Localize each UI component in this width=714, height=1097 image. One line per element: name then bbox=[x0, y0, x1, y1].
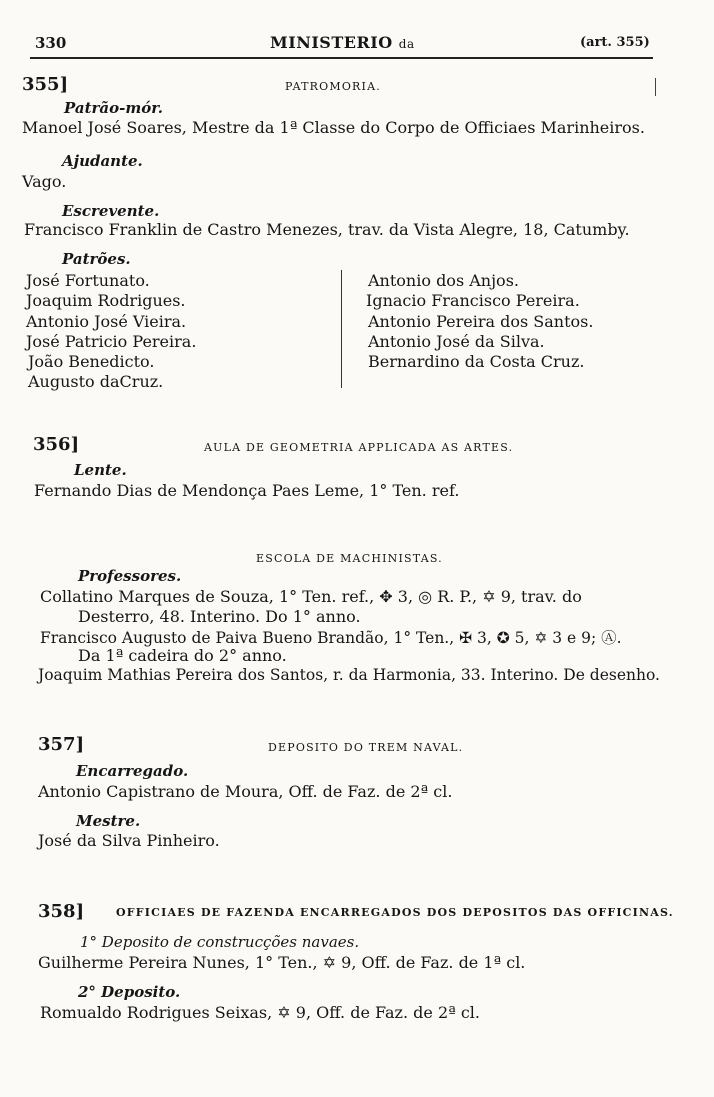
running-title bbox=[270, 33, 415, 52]
patrao-left-2: Joaquim Rodrigues. bbox=[26, 291, 186, 310]
role-mestre: Mestre. bbox=[76, 812, 141, 830]
entry-professor-2: Francisco Augusto de Paiva Bueno Brandão, 1° Ten., ✠ 3, ✪ 5, ✡ 3 e 9; Ⓐ. bbox=[40, 629, 622, 647]
patrao-right-4: Antonio José da Silva. bbox=[368, 332, 545, 351]
entry-patrao-mor: Manoel José Soares, Mestre da 1ª Classe do Corpo de Officiaes Marinheiros. bbox=[22, 118, 645, 137]
entry-mestre: José da Silva Pinheiro. bbox=[38, 831, 220, 850]
section-number-355: 355] bbox=[22, 74, 69, 95]
entry-professor-1-cont: Desterro, 48. Interino. Do 1° anno. bbox=[78, 607, 361, 626]
section-title-machinistas: ESCOLA DE MACHINISTAS. bbox=[256, 552, 443, 565]
entry-professor-3: Joaquim Mathias Pereira dos Santos, r. da Harmonia, 33. Interino. De desenho. bbox=[38, 666, 660, 684]
patrao-left-6: Augusto daCruz. bbox=[28, 372, 164, 391]
entry-deposito-2: Romualdo Rodrigues Seixas, ✡ 9, Off. de Faz. de 2ª cl. bbox=[40, 1003, 480, 1022]
role-ajudante: Ajudante. bbox=[62, 152, 143, 170]
role-deposito-1: 1° Deposito de construcções navaes. bbox=[80, 933, 360, 951]
page-number: 330 bbox=[35, 34, 67, 52]
column-divider bbox=[341, 270, 342, 388]
role-lente: Lente. bbox=[74, 461, 127, 479]
section-number-356: 356] bbox=[33, 434, 80, 455]
patrao-left-3: Antonio José Vieira. bbox=[26, 312, 187, 331]
patrao-right-3: Antonio Pereira dos Santos. bbox=[368, 312, 594, 331]
article-reference: (art. 355) bbox=[580, 35, 650, 50]
entry-escrevente: Francisco Franklin de Castro Menezes, trav. da Vista Alegre, 18, Catumby. bbox=[24, 220, 630, 239]
section-title-355: PATROMORIA. bbox=[285, 80, 381, 93]
role-encarregado: Encarregado. bbox=[76, 762, 189, 780]
entry-professor-2-cont: Da 1ª cadeira do 2° anno. bbox=[78, 646, 287, 665]
section-number-358: 358] bbox=[38, 901, 85, 922]
role-escrevente: Escrevente. bbox=[62, 202, 160, 220]
entry-ajudante: Vago. bbox=[22, 172, 67, 191]
entry-lente: Fernando Dias de Mendonça Paes Leme, 1° Ten. ref. bbox=[34, 481, 460, 500]
role-patroes: Patrões. bbox=[62, 250, 131, 268]
role-patrao-mor: Patrão-mór. bbox=[64, 99, 164, 117]
entry-encarregado: Antonio Capistrano de Moura, Off. de Faz. de 2ª cl. bbox=[38, 782, 453, 801]
section-number-357: 357] bbox=[38, 734, 85, 755]
patrao-left-1: José Fortunato. bbox=[26, 271, 150, 290]
entry-professor-1: Collatino Marques de Souza, 1° Ten. ref., ✥ 3, ◎ R. P., ✡ 9, trav. do bbox=[40, 587, 582, 606]
running-title-suffix: da bbox=[398, 37, 415, 51]
patrao-left-5: João Benedicto. bbox=[28, 352, 155, 371]
section-title-356: AULA DE GEOMETRIA APPLICADA AS ARTES. bbox=[204, 441, 514, 454]
section-title-357: DEPOSITO DO TREM NAVAL. bbox=[268, 741, 464, 754]
section-title-358: OFFICIAES DE FAZENDA ENCARREGADOS DOS DEPOSITOS DAS OFFICINAS. bbox=[116, 906, 674, 919]
margin-mark bbox=[655, 78, 656, 96]
role-professores: Professores. bbox=[78, 567, 182, 585]
patrao-right-2: Ignacio Francisco Pereira. bbox=[366, 291, 580, 310]
running-title-main: MINISTERIO bbox=[270, 33, 393, 52]
entry-deposito-1: Guilherme Pereira Nunes, 1° Ten., ✡ 9, Off. de Faz. de 1ª cl. bbox=[38, 953, 526, 972]
role-deposito-2: 2° Deposito. bbox=[78, 983, 181, 1001]
patrao-right-1: Antonio dos Anjos. bbox=[368, 271, 519, 290]
patrao-right-5: Bernardino da Costa Cruz. bbox=[368, 352, 585, 371]
header-rule bbox=[30, 57, 653, 59]
patrao-left-4: José Patricio Pereira. bbox=[26, 332, 197, 351]
